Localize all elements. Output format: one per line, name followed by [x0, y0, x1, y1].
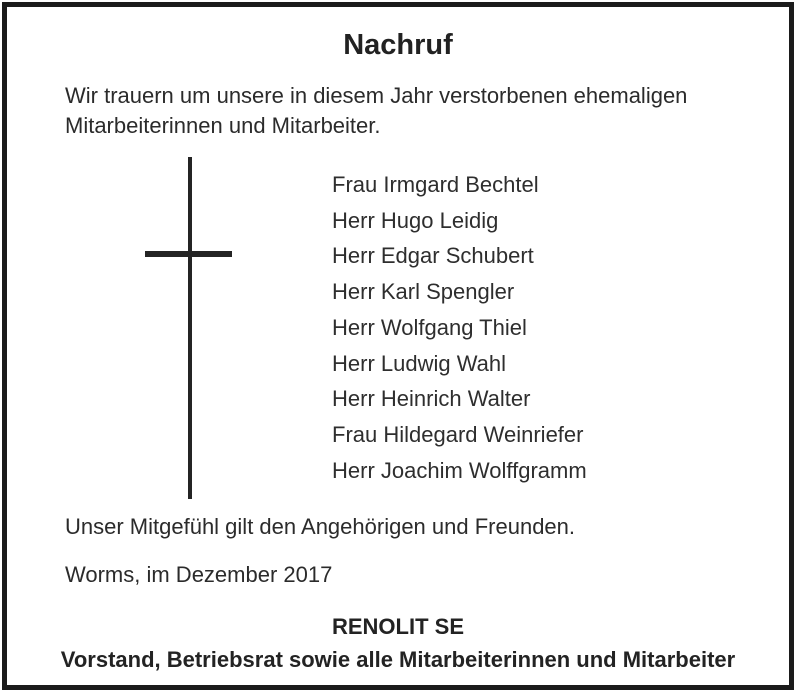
cross-vertical-bar — [188, 157, 192, 499]
deceased-name: Herr Karl Spengler — [332, 279, 515, 305]
deceased-name: Herr Edgar Schubert — [332, 243, 534, 269]
deceased-name: Frau Irmgard Bechtel — [332, 172, 539, 197]
notice-border — [2, 2, 794, 690]
deceased-name: Herr Heinrich Walter — [332, 386, 531, 412]
deceased-list — [332, 167, 587, 488]
deceased-name: Frau Hildegard Weinriefer — [332, 421, 584, 447]
dateline-text: Worms, im Dezember 2017 — [65, 562, 333, 587]
deceased-name: Herr Joachim Wolffgramm — [332, 457, 587, 483]
intro-text: Wir trauern um unsere in diesem Jahr verstorbenen ehemaligen Mitarbeiterinnen und Mitarbeiter. — [65, 83, 688, 138]
condolence-text: Unser Mitgefühl gilt den Angehörigen und Freunden. — [65, 514, 576, 539]
company-name: RENOLIT SE — [331, 614, 464, 639]
deceased-name: Herr Ludwig Wahl — [332, 350, 507, 376]
notice-title: Nachruf — [343, 29, 453, 61]
cross-horizontal-bar — [145, 251, 232, 257]
deceased-name: Herr Wolfgang Thiel — [332, 314, 527, 340]
deceased-name: Herr Hugo Leidig — [332, 207, 499, 233]
signature-text: Vorstand, Betriebsrat sowie alle Mitarbeiterinnen und Mitarbeiter — [60, 647, 736, 672]
